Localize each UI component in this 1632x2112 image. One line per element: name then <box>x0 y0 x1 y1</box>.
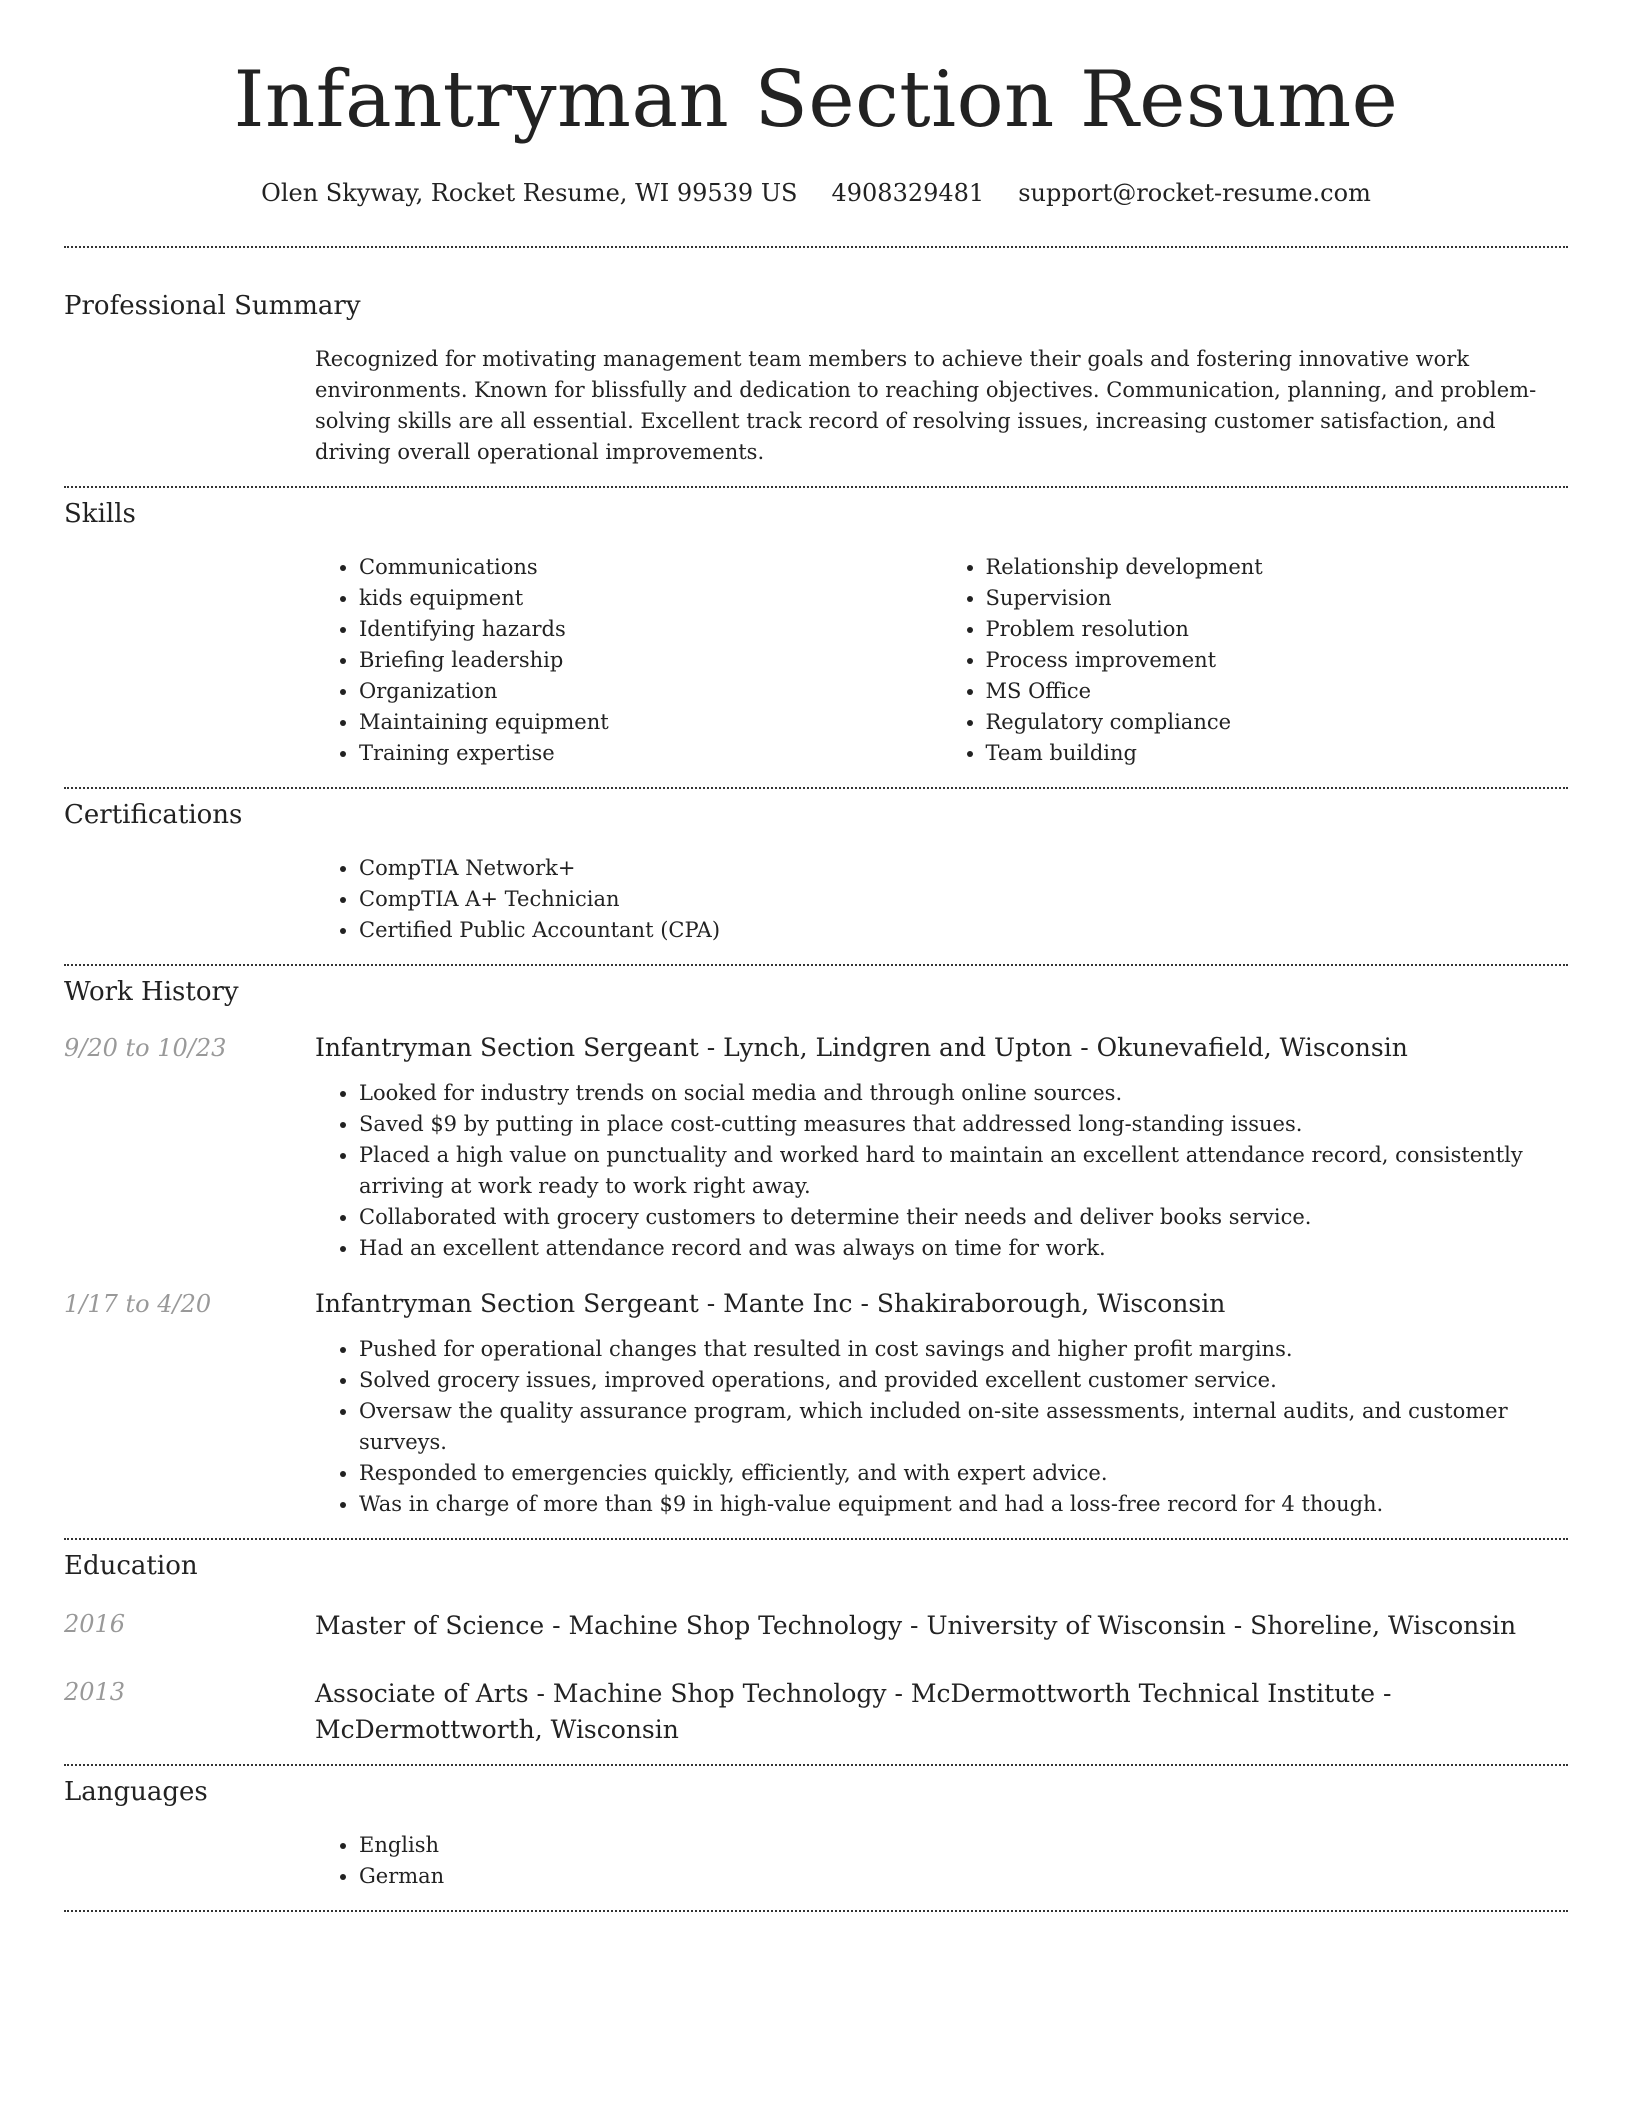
section-skills <box>64 488 1568 787</box>
resume-title: Infantryman Section Resume <box>233 55 1399 145</box>
job-bullet: • Pushed for operational changes that resulted in cost savings and higher profit margins. <box>359 1334 1568 1365</box>
section-heading: Languages <box>64 1777 208 1807</box>
contact-line <box>64 178 1568 208</box>
section-work-history <box>64 966 1568 1538</box>
certification-item: • CompTIA Network+ <box>359 853 1568 884</box>
education-details <box>315 1676 1568 1748</box>
education-list <box>64 1608 1568 1764</box>
section-heading: Certifications <box>64 800 243 830</box>
section-heading: Work History <box>64 977 239 1007</box>
section-heading: Education <box>64 1551 198 1581</box>
education-year: 2013 <box>64 1678 126 1706</box>
job-bullet: • Looked for industry trends on social media and through online sources. <box>359 1078 1568 1109</box>
contact-email: support@rocket-resume.com <box>1018 179 1371 207</box>
education-details <box>315 1608 1568 1644</box>
job-bullet: • Saved $9 by putting in place cost-cutting measures that addressed long-standing issues. <box>359 1109 1568 1140</box>
job-employer-location: - Lynch, Lindgren and Upton - Okunevafield, Wisconsin <box>698 1033 1408 1062</box>
skill-item: • Problem resolution <box>986 614 1569 645</box>
certification-item: • Certified Public Accountant (CPA) <box>359 915 1568 946</box>
language-item: • German <box>359 1861 1568 1892</box>
job-employer-location: - Mante Inc - Shakiraborough, Wisconsin <box>698 1289 1226 1318</box>
skill-item: • MS Office <box>986 676 1569 707</box>
skill-item: • Relationship development <box>986 552 1569 583</box>
job-bullet: • Solved grocery issues, improved operations, and provided excellent customer service. <box>359 1365 1568 1396</box>
section-languages <box>64 1766 1568 1910</box>
skill-item: • Supervision <box>986 583 1569 614</box>
job-heading <box>315 1288 1568 1320</box>
skills-column-2 <box>942 552 1569 769</box>
contact-address: Olen Skyway, Rocket Resume, WI 99539 US <box>261 179 798 207</box>
certifications-list <box>315 853 1568 964</box>
languages-list <box>315 1830 1568 1910</box>
education-school: - McDermottworth Technical Institute - McDermottworth, Wisconsin <box>315 1679 1392 1744</box>
job-date: 9/20 to 10/23 <box>64 1034 227 1062</box>
section-education <box>64 1540 1568 1764</box>
skill-item: • Briefing leadership <box>359 645 942 676</box>
education-degree: Master of Science - Machine Shop Technology <box>315 1611 903 1640</box>
job-title: Infantryman Section Sergeant <box>315 1033 699 1062</box>
education-degree: Associate of Arts - Machine Shop Technology <box>315 1679 887 1708</box>
summary-text: Recognized for motivating management team members to achieve their goals and fostering innovative work environments. Known for blissfully and dedication to reaching objectives. Communication, planning, and problem-solving skills are all essential. Excellent track record of resolving issues, increasing customer satisfaction, and driving overall operational improvements. <box>315 347 1537 464</box>
job-bullets <box>315 1078 1568 1264</box>
job-entry <box>64 1288 1568 1520</box>
skill-item: • kids equipment <box>359 583 942 614</box>
skill-item: • Organization <box>359 676 942 707</box>
job-title: Infantryman Section Sergeant <box>315 1289 699 1318</box>
certification-item: • CompTIA A+ Technician <box>359 884 1568 915</box>
job-body <box>315 1032 1568 1264</box>
skill-item: • Regulatory compliance <box>986 707 1569 738</box>
jobs-list <box>64 1032 1568 1538</box>
job-bullet: • Oversaw the quality assurance program, which included on-site assessments, internal audits, and customer surveys. <box>359 1396 1568 1458</box>
skill-item: • Identifying hazards <box>359 614 942 645</box>
language-item: • English <box>359 1830 1568 1861</box>
contact-phone: 4908329481 <box>831 179 985 207</box>
education-year: 2016 <box>64 1610 126 1638</box>
section-certifications <box>64 789 1568 964</box>
skills-column-1 <box>315 552 942 769</box>
skill-item: • Process improvement <box>986 645 1569 676</box>
job-entry <box>64 1032 1568 1264</box>
skill-item: • Maintaining equipment <box>359 707 942 738</box>
section-professional-summary <box>64 248 1568 486</box>
skill-item: • Team building <box>986 738 1569 769</box>
skill-item: • Training expertise <box>359 738 942 769</box>
section-heading: Skills <box>64 499 136 529</box>
job-date: 1/17 to 4/20 <box>64 1290 212 1318</box>
job-body <box>315 1288 1568 1520</box>
divider <box>64 1910 1568 1912</box>
skills-columns <box>315 552 1568 787</box>
job-bullet: • Was in charge of more than $9 in high-value equipment and had a loss-free record for 4 though. <box>359 1489 1568 1520</box>
job-heading <box>315 1032 1568 1064</box>
section-heading: Professional Summary <box>64 291 361 321</box>
skill-item: • Communications <box>359 552 942 583</box>
job-bullet: • Had an excellent attendance record and was always on time for work. <box>359 1233 1568 1264</box>
job-bullet: • Placed a high value on punctuality and worked hard to maintain an excellent attendance record, consistently arriving at work ready to work right away. <box>359 1140 1568 1202</box>
job-bullet: • Collaborated with grocery customers to determine their needs and deliver books service. <box>359 1202 1568 1233</box>
education-entry <box>64 1608 1568 1644</box>
job-bullets <box>315 1334 1568 1520</box>
job-bullet: • Responded to emergencies quickly, efficiently, and with expert advice. <box>359 1458 1568 1489</box>
education-entry <box>64 1676 1568 1748</box>
education-school: - University of Wisconsin - Shoreline, Wisconsin <box>902 1611 1517 1640</box>
